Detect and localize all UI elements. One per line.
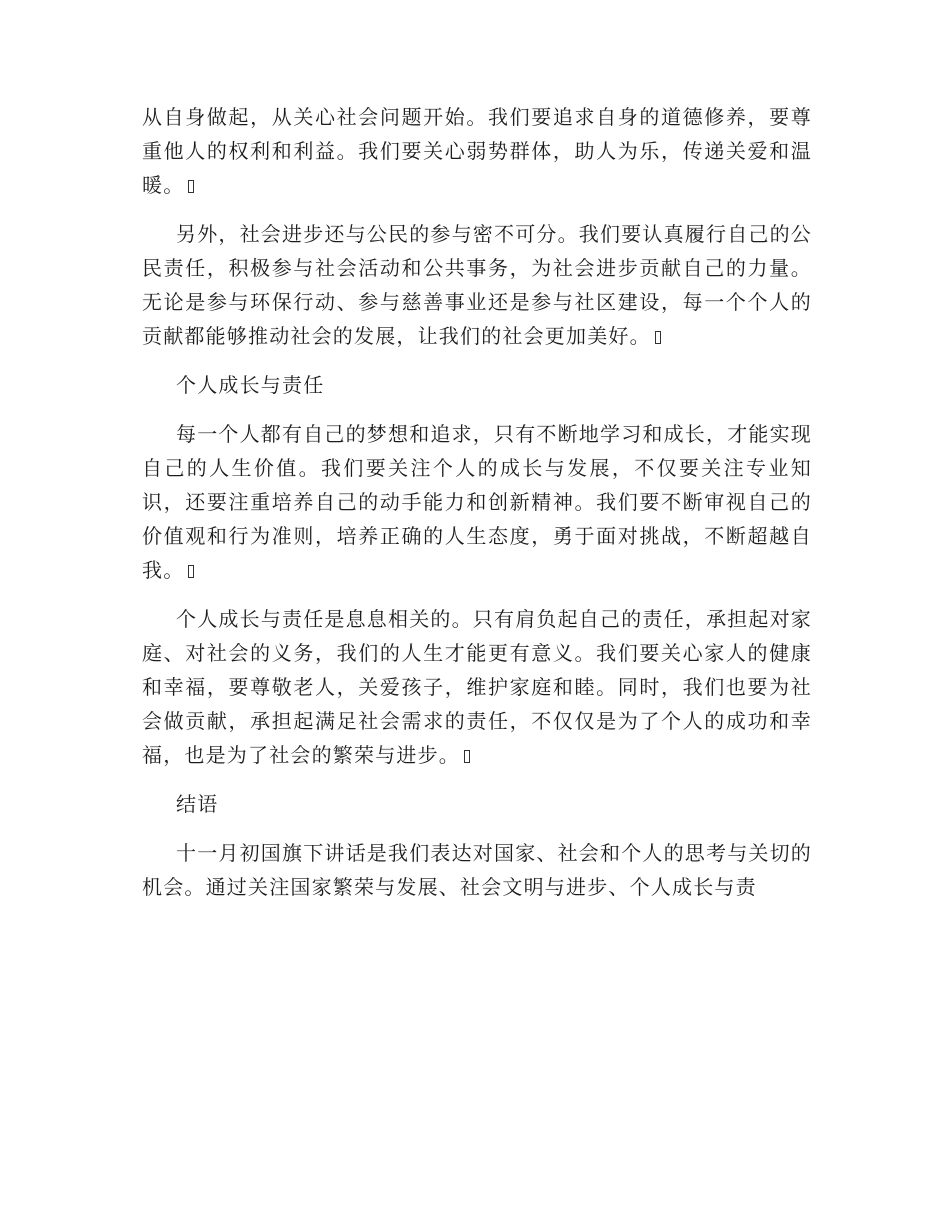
paragraph-text: 个人成长与责任是息息相关的。只有肩负起自己的责任，承担起对家庭、对社会的义务，我们的人生才能更有意义。我们要关心家人的健康和幸福，要尊敬老人，关爱孩子，维护家庭和睦。同时，我们也要为社会做贡献，承担起满足社会需求的责任，不仅仅是为了个人的成功和幸福，也是为了社会的繁荣与进步。 (142, 607, 812, 767)
section-heading-text: 结语 (176, 792, 219, 816)
paragraph (142, 217, 812, 353)
paragraph-mark-icon (464, 750, 470, 763)
paragraph-text: 十一月初国旗下讲话是我们表达对国家、社会和个人的思考与关切的机会。通过关注国家繁荣与发展、社会文明与进步、个人成长与责 (142, 841, 812, 899)
paragraph-mark-icon (188, 565, 194, 578)
section-heading (142, 787, 812, 821)
paragraph (142, 836, 812, 904)
paragraph-text: 每一个人都有自己的梦想和追求，只有不断地学习和成长，才能实现自己的人生价值。我们要关注个人的成长与发展，不仅要关注专业知识，还要注重培养自己的动手能力和创新精神。我们要不断审视自己的价值观和行为准则，培养正确的人生态度，勇于面对挑战，不断超越自我。 (142, 422, 812, 582)
paragraph (142, 602, 812, 772)
paragraph (142, 100, 812, 202)
section-heading (142, 368, 812, 402)
paragraph-mark-icon (188, 180, 194, 193)
paragraph-text: 从自身做起，从关心社会问题开始。我们要追求自身的道德修养，要尊重他人的权利和利益。我们要关心弱势群体，助人为乐，传递关爱和温暖。 (142, 105, 812, 197)
paragraph-text: 另外，社会进步还与公民的参与密不可分。我们要认真履行自己的公民责任，积极参与社会活动和公共事务，为社会进步贡献自己的力量。无论是参与环保行动、参与慈善事业还是参与社区建设，每一个个人的贡献都能够推动社会的发展，让我们的社会更加美好。 (142, 222, 812, 348)
section-heading-text: 个人成长与责任 (176, 373, 325, 397)
document-body (142, 100, 812, 919)
paragraph (142, 417, 812, 587)
paragraph-mark-icon (655, 331, 661, 344)
